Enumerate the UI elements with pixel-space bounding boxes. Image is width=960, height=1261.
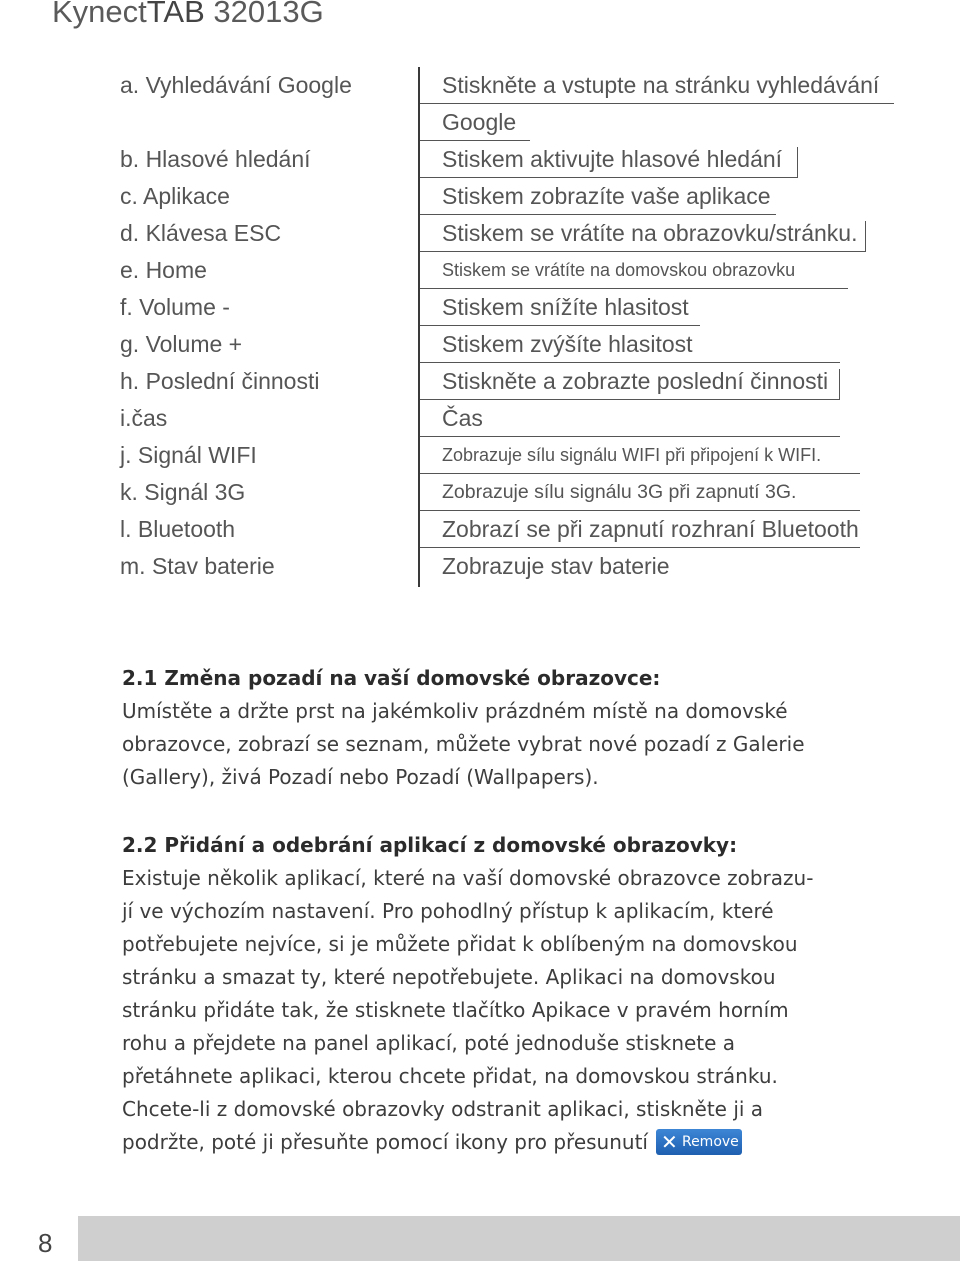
row-key: f. Volume - — [120, 294, 230, 320]
table-row — [120, 548, 920, 585]
table-row — [120, 141, 920, 178]
table-row — [120, 178, 920, 215]
row-desc: Stiskem zobrazíte vaše aplikace — [442, 183, 771, 209]
remove-button-label: Remove — [681, 1133, 739, 1150]
section-heading: 2.2 Přidání a odebrání aplikací z domovské obrazovky: — [122, 833, 738, 857]
paragraph-line: stránku přidáte tak, že stisknete tlačítko Apikace v pravém horním — [122, 998, 789, 1022]
paragraph-line: Chcete-li z domovské obrazovky odstranit aplikaci, stiskněte ji a — [122, 1097, 764, 1121]
paragraph-line: Umístěte a držte prst na jakémkoliv prázdném místě na domovské — [122, 699, 788, 723]
row-key: i.čas — [120, 405, 168, 431]
paragraph-line: potřebujete nejvíce, si je můžete přidat k oblíbeným na domovskou — [122, 932, 798, 956]
row-desc: Zobrazuje sílu signálu WIFI při připojení k WIFI. — [442, 445, 822, 465]
brand-tab: TAB — [146, 0, 205, 29]
row-key: e. Home — [120, 257, 207, 283]
paragraph-line: obrazovce, zobrazí se seznam, můžete vybrat nové pozadí z Galerie — [122, 732, 805, 756]
table-row — [120, 326, 920, 363]
page-number: 8 — [38, 1228, 53, 1258]
table-row — [120, 215, 920, 252]
table-row — [120, 252, 920, 289]
row-desc: Stiskem se vrátíte na domovskou obrazovku — [442, 260, 796, 280]
row-desc: Google — [442, 109, 517, 135]
paragraph-line: jí ve výchozím nastavení. Pro pohodlný přístup k aplikacím, které — [122, 899, 774, 923]
page-footer — [0, 1216, 960, 1261]
table-row — [120, 67, 920, 104]
row-key: j. Signál WIFI — [120, 442, 257, 468]
brand-model: 32013G — [204, 0, 324, 29]
footer-band — [78, 1216, 960, 1261]
table-row — [120, 289, 920, 326]
section-heading: 2.1 Změna pozadí na vaší domovské obrazovce: — [122, 666, 661, 690]
row-desc: Zobrazí se při zapnutí rozhraní Bluetooth — [442, 516, 859, 542]
row-desc: Čas — [442, 405, 483, 431]
paragraph-line: přetáhnete aplikaci, kterou chcete přidat, na domovskou stránku. — [122, 1064, 778, 1088]
brand-title: KynectTAB 32013G — [52, 0, 324, 30]
paragraph-line: rohu a přejdete na panel aplikací, poté jednoduše stisknete a — [122, 1031, 736, 1055]
section-change-wallpaper — [122, 662, 842, 794]
row-desc: Zobrazuje sílu signálu 3G při zapnutí 3G. — [442, 481, 797, 503]
remove-button-image — [656, 1129, 742, 1155]
row-desc: Stiskněte a vstupte na stránku vyhledávání — [442, 72, 880, 98]
row-key: k. Signál 3G — [120, 479, 246, 505]
table-row — [120, 511, 920, 548]
row-tick — [865, 221, 866, 252]
table-row — [120, 400, 920, 437]
section-add-remove-apps — [122, 829, 842, 1159]
row-key: m. Stav baterie — [120, 553, 275, 579]
row-desc: Stiskem snížíte hlasitost — [442, 294, 689, 320]
row-key: b. Hlasové hledání — [120, 146, 311, 172]
row-key: g. Volume + — [120, 331, 243, 357]
row-desc: Stiskem se vrátíte na obrazovku/stránku. — [442, 220, 858, 246]
table-row — [120, 104, 920, 141]
row-tick — [839, 369, 840, 400]
row-key: a. Vyhledávání Google — [120, 72, 352, 98]
paragraph-line: (Gallery), živá Pozadí nebo Pozadí (Wallpapers). — [122, 765, 599, 789]
row-key: c. Aplikace — [120, 183, 230, 209]
table-row — [120, 437, 920, 474]
row-key: l. Bluetooth — [120, 516, 236, 542]
close-icon: ✕ — [660, 1129, 678, 1154]
row-desc: Stiskněte a zobrazte poslední činnosti — [442, 368, 829, 394]
paragraph-line-last: podržte, poté ji přesuňte pomocí ikony pro přesunutí ✕ Remove — [122, 1126, 842, 1159]
paragraph-line: stránku a smazat ty, které nepotřebujete. Aplikaci na domovskou — [122, 965, 776, 989]
table-row — [120, 363, 920, 400]
paragraph-line: Existuje několik aplikací, které na vaší domovské obrazovce zobrazu- — [122, 866, 814, 890]
row-key: d. Klávesa ESC — [120, 220, 282, 246]
row-desc: Stiskem aktivujte hlasové hledání — [442, 146, 783, 172]
row-key: h. Poslední činnosti — [120, 368, 320, 394]
row-desc: Zobrazuje stav baterie — [442, 553, 670, 579]
row-tick — [797, 147, 798, 178]
table-row — [120, 474, 920, 511]
row-desc: Stiskem zvýšíte hlasitost — [442, 331, 693, 357]
